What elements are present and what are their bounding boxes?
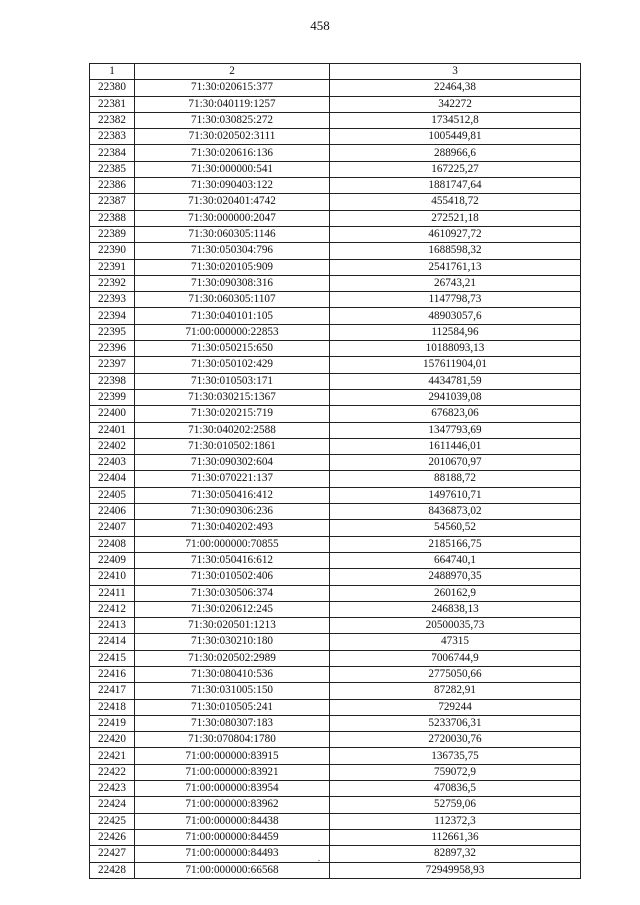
value-cell: 2775050,66: [330, 666, 581, 682]
cadastral-number-cell: 71:30:000000:541: [135, 161, 330, 177]
scan-mark: [318, 860, 320, 861]
header-row: [90, 64, 581, 80]
row-number-cell: 22404: [90, 471, 135, 487]
table-row: [90, 455, 581, 471]
cadastral-number-cell: 71:30:000000:2047: [135, 210, 330, 226]
cadastral-number-cell: 71:30:020616:136: [135, 145, 330, 161]
cadastral-number-cell: 71:30:080307:183: [135, 715, 330, 731]
table-header: [90, 64, 581, 80]
table-row: [90, 781, 581, 797]
row-number-cell: 22411: [90, 585, 135, 601]
row-number-cell: 22396: [90, 341, 135, 357]
table-row: [90, 112, 581, 128]
cadastral-number-cell: 71:30:050416:612: [135, 552, 330, 568]
cadastral-number-cell: 71:00:000000:83962: [135, 797, 330, 813]
row-number-cell: 22416: [90, 666, 135, 682]
value-cell: 26743,21: [330, 275, 581, 291]
value-cell: 342272: [330, 96, 581, 112]
row-number-cell: 22392: [90, 275, 135, 291]
header-col-2: 2: [135, 64, 330, 80]
value-cell: 2720030,76: [330, 732, 581, 748]
cadastral-number-cell: 71:30:020401:4742: [135, 194, 330, 210]
table-row: [90, 813, 581, 829]
table-row: [90, 422, 581, 438]
value-cell: 2541761,13: [330, 259, 581, 275]
cadastral-number-cell: 71:30:060305:1107: [135, 292, 330, 308]
row-number-cell: 22422: [90, 764, 135, 780]
value-cell: 4434781,59: [330, 373, 581, 389]
row-number-cell: 22399: [90, 389, 135, 405]
table-row: [90, 618, 581, 634]
cadastral-number-cell: 71:00:000000:66568: [135, 862, 330, 878]
value-cell: 676823,06: [330, 406, 581, 422]
table-row: [90, 829, 581, 845]
cadastral-number-cell: 71:30:020615:377: [135, 80, 330, 96]
cadastral-number-cell: 71:30:020502:3111: [135, 129, 330, 145]
value-cell: 4610927,72: [330, 226, 581, 242]
cadastral-number-cell: 71:30:030825:272: [135, 112, 330, 128]
value-cell: 1005449,81: [330, 129, 581, 145]
value-cell: 759072,9: [330, 764, 581, 780]
value-cell: 1881747,64: [330, 178, 581, 194]
table-row: [90, 683, 581, 699]
row-number-cell: 22397: [90, 357, 135, 373]
table-row: [90, 585, 581, 601]
row-number-cell: 22418: [90, 699, 135, 715]
value-cell: 20500035,73: [330, 618, 581, 634]
value-cell: 47315: [330, 634, 581, 650]
cadastral-number-cell: 71:30:040119:1257: [135, 96, 330, 112]
row-number-cell: 22395: [90, 324, 135, 340]
cadastral-number-cell: 71:30:070804:1780: [135, 732, 330, 748]
row-number-cell: 22412: [90, 601, 135, 617]
value-cell: 48903057,6: [330, 308, 581, 324]
table-row: [90, 178, 581, 194]
cadastral-number-cell: 71:30:010505:241: [135, 699, 330, 715]
row-number-cell: 22390: [90, 243, 135, 259]
row-number-cell: 22388: [90, 210, 135, 226]
table-row: [90, 226, 581, 242]
row-number-cell: 22383: [90, 129, 135, 145]
row-number-cell: 22417: [90, 683, 135, 699]
table-row: [90, 487, 581, 503]
table-row: [90, 520, 581, 536]
row-number-cell: 22409: [90, 552, 135, 568]
value-cell: 1347793,69: [330, 422, 581, 438]
table-row: [90, 275, 581, 291]
row-number-cell: 22402: [90, 438, 135, 454]
cadastral-number-cell: 71:30:050304:796: [135, 243, 330, 259]
table-row: [90, 194, 581, 210]
cadastral-number-cell: 71:30:030215:1367: [135, 389, 330, 405]
table-row: [90, 552, 581, 568]
row-number-cell: 22391: [90, 259, 135, 275]
table-row: [90, 748, 581, 764]
value-cell: 157611904,01: [330, 357, 581, 373]
row-number-cell: 22428: [90, 862, 135, 878]
row-number-cell: 22423: [90, 781, 135, 797]
cadastral-number-cell: 71:00:000000:84438: [135, 813, 330, 829]
row-number-cell: 22424: [90, 797, 135, 813]
table-row: [90, 699, 581, 715]
cadastral-number-cell: 71:30:090403:122: [135, 178, 330, 194]
value-cell: 72949958,93: [330, 862, 581, 878]
cadastral-number-cell: 71:30:050416:412: [135, 487, 330, 503]
row-number-cell: 22389: [90, 226, 135, 242]
cadastral-number-cell: 71:30:031005:150: [135, 683, 330, 699]
value-cell: 136735,75: [330, 748, 581, 764]
value-cell: 455418,72: [330, 194, 581, 210]
cadastral-number-cell: 71:30:020502:2989: [135, 650, 330, 666]
row-number-cell: 22393: [90, 292, 135, 308]
value-cell: 167225,27: [330, 161, 581, 177]
row-number-cell: 22427: [90, 846, 135, 862]
value-cell: 22464,38: [330, 80, 581, 96]
cadastral-number-cell: 71:30:090302:604: [135, 455, 330, 471]
cadastral-number-cell: 71:30:040202:2588: [135, 422, 330, 438]
row-number-cell: 22382: [90, 112, 135, 128]
table-row: [90, 536, 581, 552]
table-row: [90, 846, 581, 862]
table-row: [90, 732, 581, 748]
cadastral-number-cell: 71:00:000000:70855: [135, 536, 330, 552]
value-cell: 470836,5: [330, 781, 581, 797]
row-number-cell: 22384: [90, 145, 135, 161]
value-cell: 1497610,71: [330, 487, 581, 503]
table-row: [90, 80, 581, 96]
value-cell: 246838,13: [330, 601, 581, 617]
table-row: [90, 650, 581, 666]
row-number-cell: 22403: [90, 455, 135, 471]
table-row: [90, 389, 581, 405]
cadastral-number-cell: 71:00:000000:22853: [135, 324, 330, 340]
table-row: [90, 406, 581, 422]
cadastral-number-cell: 71:30:040101:105: [135, 308, 330, 324]
value-cell: 1688598,32: [330, 243, 581, 259]
row-number-cell: 22387: [90, 194, 135, 210]
cadastral-number-cell: 71:30:080410:536: [135, 666, 330, 682]
value-cell: 88188,72: [330, 471, 581, 487]
row-number-cell: 22386: [90, 178, 135, 194]
cadastral-number-cell: 71:30:090306:236: [135, 504, 330, 520]
table-row: [90, 601, 581, 617]
table-row: [90, 96, 581, 112]
header-col-3: 3: [330, 64, 581, 80]
cadastral-number-cell: 71:00:000000:84459: [135, 829, 330, 845]
value-cell: 7006744,9: [330, 650, 581, 666]
row-number-cell: 22413: [90, 618, 135, 634]
cadastral-number-cell: 71:30:030210:180: [135, 634, 330, 650]
row-number-cell: 22408: [90, 536, 135, 552]
value-cell: 87282,91: [330, 683, 581, 699]
cadastral-number-cell: 71:30:060305:1146: [135, 226, 330, 242]
row-number-cell: 22420: [90, 732, 135, 748]
cadastral-number-cell: 71:30:090308:316: [135, 275, 330, 291]
table-row: [90, 862, 581, 878]
cadastral-number-cell: 71:30:050215:650: [135, 341, 330, 357]
value-cell: 260162,9: [330, 585, 581, 601]
table-row: [90, 797, 581, 813]
table-row: [90, 569, 581, 585]
table-row: [90, 666, 581, 682]
value-cell: 8436873,02: [330, 504, 581, 520]
cadastral-number-cell: 71:30:020105:909: [135, 259, 330, 275]
value-cell: 2941039,08: [330, 389, 581, 405]
row-number-cell: 22405: [90, 487, 135, 503]
row-number-cell: 22401: [90, 422, 135, 438]
table-row: [90, 161, 581, 177]
table-row: [90, 210, 581, 226]
table-row: [90, 324, 581, 340]
table-row: [90, 292, 581, 308]
row-number-cell: 22415: [90, 650, 135, 666]
row-number-cell: 22385: [90, 161, 135, 177]
table-row: [90, 129, 581, 145]
table-row: [90, 308, 581, 324]
value-cell: 82897,32: [330, 846, 581, 862]
value-cell: 272521,18: [330, 210, 581, 226]
value-cell: 664740,1: [330, 552, 581, 568]
cadastral-number-cell: 71:30:050102:429: [135, 357, 330, 373]
table-row: [90, 715, 581, 731]
table-row: [90, 373, 581, 389]
cadastral-number-cell: 71:30:040202:493: [135, 520, 330, 536]
value-cell: 2488970,35: [330, 569, 581, 585]
page-number: 458: [310, 18, 330, 33]
cadastral-number-cell: 71:00:000000:83954: [135, 781, 330, 797]
cadastral-number-cell: 71:00:000000:83921: [135, 764, 330, 780]
table-row: [90, 357, 581, 373]
value-cell: 52759,06: [330, 797, 581, 813]
value-cell: 5233706,31: [330, 715, 581, 731]
cadastral-number-cell: 71:30:010502:1861: [135, 438, 330, 454]
cadastral-number-cell: 71:30:020612:245: [135, 601, 330, 617]
value-cell: 112584,96: [330, 324, 581, 340]
cadastral-number-cell: 71:00:000000:83915: [135, 748, 330, 764]
table-row: [90, 471, 581, 487]
row-number-cell: 22410: [90, 569, 135, 585]
table-row: [90, 259, 581, 275]
row-number-cell: 22398: [90, 373, 135, 389]
value-cell: 2185166,75: [330, 536, 581, 552]
cadastral-number-cell: 71:30:010502:406: [135, 569, 330, 585]
value-cell: 112372,3: [330, 813, 581, 829]
row-number-cell: 22414: [90, 634, 135, 650]
row-number-cell: 22426: [90, 829, 135, 845]
value-cell: 112661,36: [330, 829, 581, 845]
row-number-cell: 22394: [90, 308, 135, 324]
cadastral-number-cell: 71:30:070221:137: [135, 471, 330, 487]
header-col-1: 1: [90, 64, 135, 80]
value-cell: 288966,6: [330, 145, 581, 161]
table-row: [90, 438, 581, 454]
table-row: [90, 764, 581, 780]
cadastral-number-cell: 71:00:000000:84493: [135, 846, 330, 862]
table-body: [90, 80, 581, 879]
table-row: [90, 634, 581, 650]
row-number-cell: 22406: [90, 504, 135, 520]
table-row: [90, 145, 581, 161]
register-table: [89, 63, 581, 879]
value-cell: 729244: [330, 699, 581, 715]
table-row: [90, 504, 581, 520]
row-number-cell: 22425: [90, 813, 135, 829]
row-number-cell: 22421: [90, 748, 135, 764]
table-row: [90, 341, 581, 357]
row-number-cell: 22419: [90, 715, 135, 731]
cadastral-number-cell: 71:30:020215:719: [135, 406, 330, 422]
table-row: [90, 243, 581, 259]
row-number-cell: 22407: [90, 520, 135, 536]
cadastral-number-cell: 71:30:030506:374: [135, 585, 330, 601]
cadastral-number-cell: 71:30:020501:1213: [135, 618, 330, 634]
cadastral-number-cell: 71:30:010503:171: [135, 373, 330, 389]
value-cell: 1611446,01: [330, 438, 581, 454]
value-cell: 54560,52: [330, 520, 581, 536]
value-cell: 2010670,97: [330, 455, 581, 471]
value-cell: 10188093,13: [330, 341, 581, 357]
value-cell: 1734512,8: [330, 112, 581, 128]
row-number-cell: 22380: [90, 80, 135, 96]
value-cell: 1147798,73: [330, 292, 581, 308]
row-number-cell: 22381: [90, 96, 135, 112]
row-number-cell: 22400: [90, 406, 135, 422]
